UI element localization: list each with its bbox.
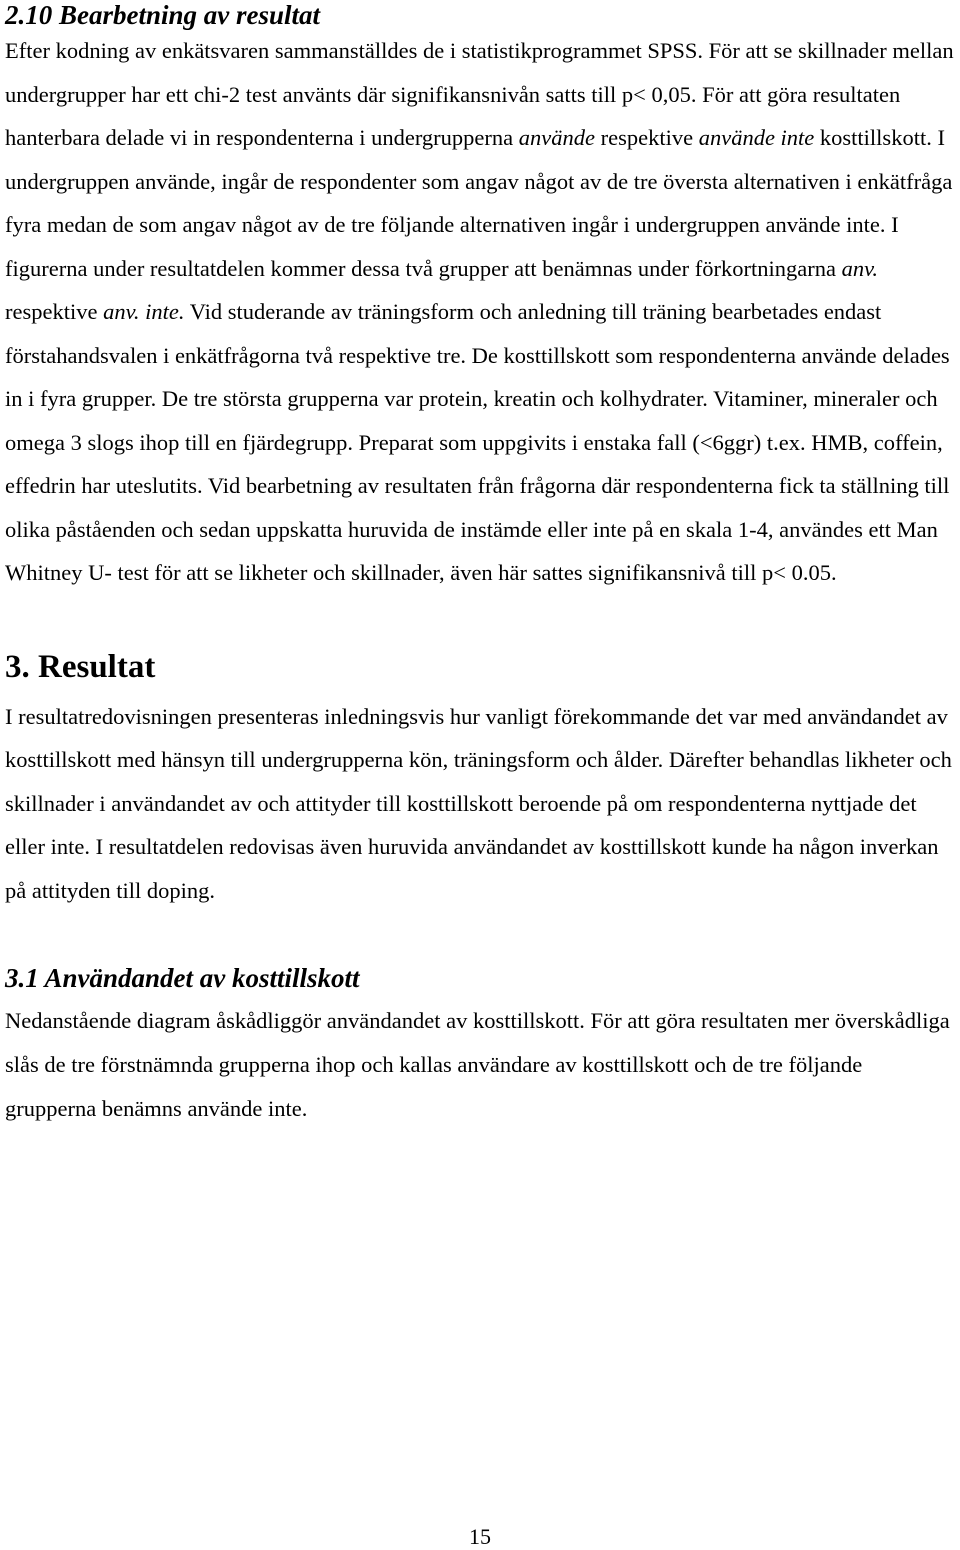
paragraph-bearbetning	[5, 29, 955, 595]
chapter-heading-3: 3. Resultat	[5, 648, 156, 685]
italic-term: använde inte	[698, 125, 815, 150]
text-run: Efter kodning av enkätsvaren sammanställdes de i statistikprogrammet SPSS. För att se skillnader mellan undergrupper har ett chi-2 test använts där signifikansnivån satts till p< 0,05. För att göra resultaten hanterbara delade vi in respondenterna i undergrupperna	[5, 38, 954, 150]
paragraph-anvandandet: Nedanstående diagram åskådliggör användandet av kosttillskott. För att göra resultaten mer överskådliga slås de tre förstnämnda grupperna ihop och kallas användare av kosttillskott och de tre följande grupperna benämns använde inte.	[5, 1008, 950, 1121]
text-run: respektive	[594, 125, 699, 150]
text-run: kosttillskott. I undergruppen använde, ingår de respondenter som angav något av de tre översta alternativen i enkätfråga fyra medan de som angav något av de tre följande alternativen ingår i undergruppen använde inte. I figurerna under resultatdelen kommer dessa två grupper att benämnas under förkortningarna	[5, 125, 953, 281]
italic-term: anv.	[841, 255, 879, 281]
section-heading-3-1: 3.1 Användandet av kosttillskott	[5, 963, 360, 994]
text-run: respektive	[5, 299, 104, 324]
page-number: 15	[469, 1524, 491, 1549]
italic-term: anv. inte.	[103, 299, 185, 324]
section-3-1-block	[5, 962, 955, 1130]
section-heading-2-10: 2.10 Bearbetning av resultat	[5, 0, 321, 30]
text-run: Vid studerande av träningsform och anledning till träning bearbetades endast förstahandsvalen i enkätfrågorna två respektive tre. De kosttillskott som respondenterna använde delades in i fyra grupper. De tre största grupperna var protein, kreatin och kolhydrater. Vitaminer, mineraler och omega 3 slogs ihop till en fjärdegrupp. Preparat som uppgivits i enstaka fall (<6ggr) t.ex. HMB, coffein, effedrin har uteslutits. Vid bearbetning av resultaten från frågorna där respondenterna fick ta ställning till olika påståenden och sedan uppskatta huruvida de instämde eller inte på en skala 1-4, användes ett Man Whitney U- test för att se likheter och skillnader, även här sattes signifikansnivå till p< 0.05.	[5, 299, 950, 585]
document-page	[5, 0, 955, 1130]
italic-term: använde	[518, 125, 595, 150]
paragraph-resultat: I resultatredovisningen presenteras inledningsvis hur vanligt förekommande det var med användandet av kosttillskott med hänsyn till undergrupperna kön, träningsform och ålder. Därefter behandlas likheter och skillnader i användandet av och attityder till kosttillskott beroende på om respondenterna nyttjade det eller inte. I resultatdelen redovisas även huruvida användandet av kosttillskott kunde ha någon inverkan på attityden till doping.	[5, 703, 952, 903]
chapter-3-block	[5, 647, 955, 913]
